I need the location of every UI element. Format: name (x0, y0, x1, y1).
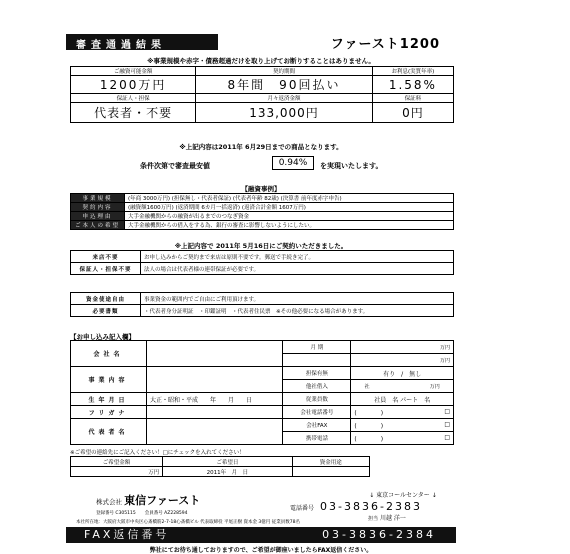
info-key: 資金使途自由 (71, 293, 141, 305)
table-row (71, 194, 454, 203)
result-label-monthly: 月々返済金額 (196, 94, 373, 103)
result-label-fee: 保証料 (372, 94, 453, 103)
result-monthly: 133,000円 (196, 103, 373, 123)
info-value: ・代表者身分証明証 ・印鑑証明 ・代表者住民票 ※その他必要になる場合があります。 (141, 305, 454, 317)
contract-note: ※上記内容で 2011年 5月16日にご契約いただきました。 (174, 242, 348, 250)
info-table-b (70, 292, 454, 317)
application-table (70, 340, 454, 445)
other-loans-label: 他社借入 (283, 380, 351, 393)
birth-label: 生年月日 (71, 393, 147, 406)
registration-number: 登録番号 C305115 会員番号 AZ228594 (96, 511, 188, 516)
deadline-note: ※上記内容は2011年 6月29日までの商品となります。 (179, 143, 343, 151)
header (62, 30, 460, 54)
fax-form (62, 30, 460, 554)
period-label: 月 期 (283, 341, 351, 354)
person-label: 担当 (368, 516, 379, 522)
result-fee: 0円 (372, 103, 453, 123)
info-value: お申し込みからご契約まで来店は原則不要です。郵送で手続き完了。 (141, 251, 454, 263)
info-value: 事業資金の範囲内でご自由にご利用頂けます。 (141, 293, 454, 305)
application-title: 【お申し込み記入欄】 (70, 333, 135, 341)
example-key: 契約内容 (71, 203, 125, 212)
desire-date-field[interactable]: 2011年 月 日 (163, 467, 292, 477)
info-key: 来店不要 (71, 251, 141, 263)
employees-field[interactable]: 社員 名 パート 名 (351, 393, 454, 406)
result-amount: 1200万円 (71, 76, 196, 94)
person-in-charge (368, 513, 406, 522)
mobile-field[interactable]: ( ) □ (351, 432, 454, 445)
desire-label-date: ご希望日 (163, 457, 292, 467)
mobile-label: 携帯電話 (283, 432, 351, 445)
business-field[interactable] (147, 367, 283, 393)
call-center-label: ↓ 東京コールセンター ↓ (369, 492, 437, 499)
desire-use-field[interactable] (292, 467, 369, 477)
period-field[interactable]: 万円 (351, 341, 454, 354)
furigana-label: フリガナ (71, 406, 147, 419)
result-label-amount: ご融資可能金額 (71, 67, 196, 76)
phone-value: 03-3836-2383 (320, 500, 422, 513)
desire-label-amount: ご希望金額 (71, 457, 163, 467)
condition-rate-box: 0.94% (272, 156, 314, 170)
notice-text: ※事業規模や赤字・債務超過だけを取り上げてお断りすることはありません。 (147, 57, 375, 65)
example-key: 申込理由 (71, 212, 125, 221)
table-row (71, 305, 454, 317)
sales-field[interactable]: 万円 (351, 354, 454, 367)
result-period: 8年間 90回払い (196, 76, 373, 94)
company-label: 会社名 (71, 341, 147, 367)
example-key: ご本人の希望 (71, 221, 125, 230)
footer-note: 弊社にてお待ち通しておりますので、ご希望が御座いましたらFAX返信ください。 (149, 547, 373, 554)
employees-label: 従業員数 (283, 393, 351, 406)
desire-table (70, 456, 370, 477)
condition-suffix: を実現いたします。 (320, 162, 383, 170)
result-guarantor: 代表者・不要 (71, 103, 196, 123)
example-key: 事業規模 (71, 194, 125, 203)
result-table (70, 66, 454, 123)
fax-number: 03-3836-2384 (322, 528, 436, 541)
table-row (71, 212, 454, 221)
fax-label: FAX返信番号 (84, 528, 170, 541)
rep-field[interactable] (147, 419, 283, 445)
company-tel-field[interactable]: ( ) □ (351, 406, 454, 419)
company-address: 本社所在地：大阪府大阪市中央区心斎橋筋2-7-18心斎橋ビル 代表取締役 平尾正樹 資本金 3億円 従業員数78名 (76, 520, 300, 525)
fax-bar (66, 527, 456, 543)
person-name: 川越 洋一 (379, 515, 406, 522)
result-label-period: 契約期間 (196, 67, 373, 76)
table-row (71, 221, 454, 230)
info-key: 保証人・担保不要 (71, 263, 141, 275)
desire-label-use: 資金用途 (292, 457, 369, 467)
example-value: (年商 3000万円) (担保無し・代表者保証) (代表者年齢 82歳) (決算書 前年度赤字申告) (125, 194, 454, 203)
examples-table (70, 193, 454, 230)
company-field[interactable] (147, 341, 283, 367)
table-row (71, 251, 454, 263)
info-value: 法人の場合は代表者様の連帯保証が必要です。 (141, 263, 454, 275)
rep-label: 代表者名 (71, 419, 147, 445)
company-prefix: 株式会社 (96, 498, 122, 506)
table-row (71, 203, 454, 212)
furigana-field[interactable] (147, 406, 283, 419)
example-value: (融資額1600万円) (返済期間 6カ月一括返済) (返済合計金額 1607万円) (125, 203, 454, 212)
result-label-rate: お利息(実質年率) (372, 67, 453, 76)
check-note: ※ご希望の連絡先にご記入ください！□にチェックを入れてください！ (70, 450, 245, 456)
phone-number (290, 500, 422, 513)
example-value: 大手金融機関からの融資が出るまでのつなぎ資金 (125, 212, 454, 221)
collateral-field[interactable]: 有り / 無し (351, 367, 454, 380)
company-brand: 東信ファースト (124, 494, 201, 507)
condition-prefix: 条件次第で審査最安値 (140, 162, 210, 170)
company-tel-label: 会社電話番号 (283, 406, 351, 419)
blank-label (283, 354, 351, 367)
birth-field[interactable]: 大正・昭和・平成 年 月 日 (147, 393, 283, 406)
table-row (71, 293, 454, 305)
phone-label: 電話番号 (290, 505, 315, 512)
result-rate: 1.58% (372, 76, 453, 94)
company-fax-label: 会社FAX (283, 419, 351, 432)
company-fax-field[interactable]: ( ) □ (351, 419, 454, 432)
other-loans-field[interactable]: 社 万円 (351, 380, 454, 393)
header-title-bar: 審査通過結果 (66, 34, 218, 50)
info-table-a (70, 250, 454, 275)
examples-title: 【融資事例】 (241, 185, 281, 193)
product-name: ファースト1200 (330, 37, 440, 52)
business-label: 事業内容 (71, 367, 147, 393)
info-key: 必要書類 (71, 305, 141, 317)
collateral-label: 担保有無 (283, 367, 351, 380)
table-row (71, 263, 454, 275)
company-name (96, 492, 200, 508)
example-value: 大手金融機関からの借入をする為、銀行の審査に影響しないようにしたい。 (125, 221, 454, 230)
desire-amount-field[interactable]: 万円 (71, 467, 163, 477)
result-label-guarantor: 保証人・担保 (71, 94, 196, 103)
